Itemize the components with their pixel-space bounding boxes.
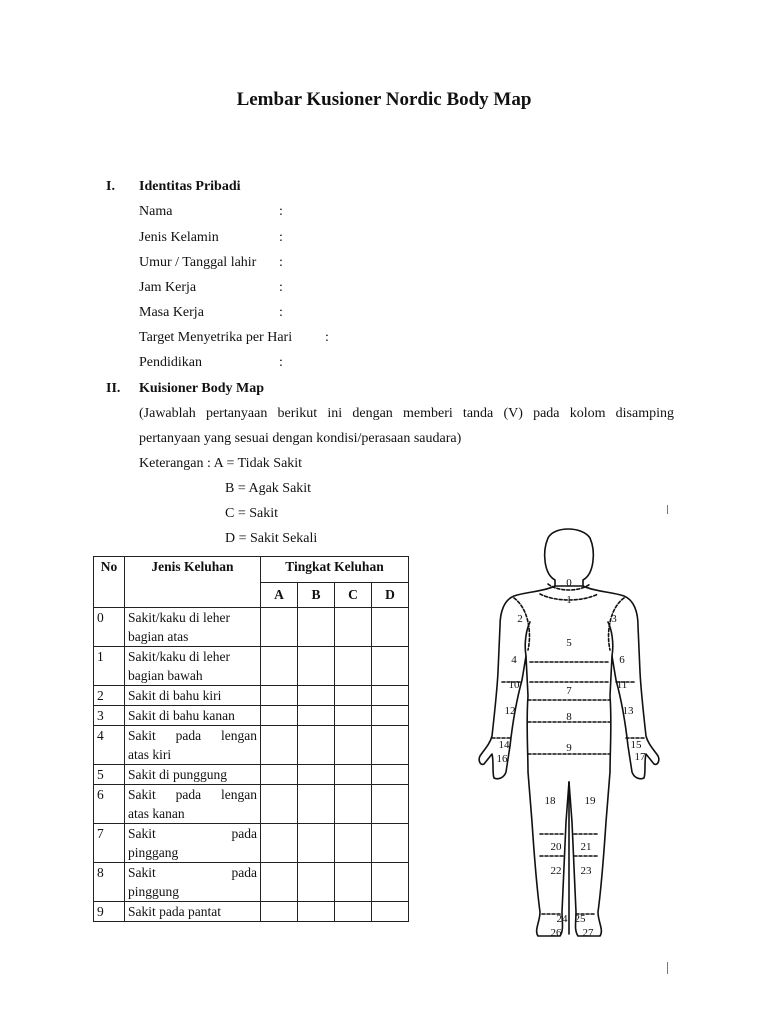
cell-d[interactable] (372, 726, 409, 765)
row-jenis-line2: pinggang (128, 845, 179, 860)
cell-d[interactable] (372, 824, 409, 863)
crop-mark-top (667, 505, 668, 514)
row-jenis-line1: Sakit pada lengan (128, 787, 257, 802)
row-jenis-line1: Sakit pada pantat (128, 904, 221, 919)
region-23: 23 (580, 865, 592, 877)
table-row (94, 902, 409, 922)
instruction-line-2: pertanyaan yang sesuai dengan kondisi/perasaan saudara) (139, 431, 462, 446)
row-jenis (125, 647, 261, 686)
cell-d[interactable] (372, 902, 409, 922)
row-jenis (125, 765, 261, 785)
cell-a[interactable] (261, 785, 298, 824)
field-pendidikan-colon: : (279, 355, 283, 370)
region-20: 20 (550, 841, 562, 853)
region-11: 11 (616, 679, 628, 691)
cell-b[interactable] (298, 726, 335, 765)
body-map-figure (470, 522, 670, 947)
region-4: 4 (511, 654, 517, 666)
legend-a: A = Tidak Sakit (213, 456, 303, 471)
field-jam-kerja-label: Jam Kerja (139, 280, 197, 295)
region-6: 6 (619, 654, 625, 666)
cell-a[interactable] (261, 726, 298, 765)
level-c-header: C (335, 582, 372, 608)
legend-d: D = Sakit Sekali (225, 531, 318, 546)
region-numbers (497, 577, 647, 939)
cell-b[interactable] (298, 706, 335, 726)
cell-c[interactable] (335, 647, 372, 686)
cell-c[interactable] (335, 706, 372, 726)
cell-d[interactable] (372, 608, 409, 647)
row-jenis-line1: Sakit/kaku di leher (128, 649, 230, 664)
field-umur-label: Umur / Tanggal lahir (139, 255, 257, 270)
row-no: 0 (94, 608, 125, 647)
region-26: 26 (550, 927, 562, 939)
row-jenis (125, 902, 261, 922)
row-no: 9 (94, 902, 125, 922)
cell-b[interactable] (298, 902, 335, 922)
cell-b[interactable] (298, 647, 335, 686)
table-row (94, 726, 409, 765)
col-no-header: No (94, 557, 125, 608)
region-5: 5 (566, 637, 572, 649)
cell-d[interactable] (372, 706, 409, 726)
instruction-line-1: (Jawablah pertanyaan berikut ini dengan memberi tanda (V) pada kolom disamping (139, 406, 674, 421)
document-title: Lembar Kusioner Nordic Body Map (236, 89, 532, 110)
region-24: 24 (556, 913, 568, 925)
field-jenis-kelamin-colon: : (279, 230, 283, 245)
table-row (94, 785, 409, 824)
region-7: 7 (566, 685, 572, 697)
table-row (94, 647, 409, 686)
cell-a[interactable] (261, 608, 298, 647)
cell-c[interactable] (335, 902, 372, 922)
section2-heading: Kuisioner Body Map (139, 381, 264, 396)
region-14: 14 (498, 739, 510, 751)
field-nama-colon: : (279, 204, 283, 219)
cell-c[interactable] (335, 863, 372, 902)
cell-d[interactable] (372, 863, 409, 902)
cell-c[interactable] (335, 726, 372, 765)
cell-a[interactable] (261, 647, 298, 686)
row-jenis (125, 726, 261, 765)
row-jenis (125, 608, 261, 647)
row-jenis-line2: bagian atas (128, 629, 189, 644)
row-no: 5 (94, 765, 125, 785)
cell-d[interactable] (372, 647, 409, 686)
body-outline (479, 529, 659, 936)
cell-a[interactable] (261, 863, 298, 902)
nordic-body-map-table (93, 556, 409, 922)
table-row (94, 608, 409, 647)
row-jenis-line2: bagian bawah (128, 668, 203, 683)
row-jenis-line2: atas kanan (128, 806, 185, 821)
cell-c[interactable] (335, 608, 372, 647)
cell-d[interactable] (372, 785, 409, 824)
cell-a[interactable] (261, 902, 298, 922)
region-15: 15 (630, 739, 642, 751)
cell-c[interactable] (335, 686, 372, 706)
row-jenis (125, 686, 261, 706)
legend-prefix: Keterangan : (139, 456, 214, 471)
row-jenis-line2: pinggung (128, 884, 180, 899)
row-jenis-line1: Sakit di bahu kanan (128, 708, 235, 723)
region-17: 17 (634, 751, 646, 763)
table-row (94, 765, 409, 785)
row-jenis (125, 824, 261, 863)
region-16: 16 (496, 753, 508, 765)
row-jenis (125, 785, 261, 824)
region-3: 3 (611, 613, 617, 625)
legend-c: C = Sakit (225, 506, 279, 521)
cell-d[interactable] (372, 686, 409, 706)
field-target-colon: : (325, 330, 329, 345)
row-no: 1 (94, 647, 125, 686)
level-d-header: D (372, 582, 409, 608)
table-row (94, 863, 409, 902)
section1-numeral: I. (106, 179, 115, 194)
region-19: 19 (584, 795, 596, 807)
crop-mark-bottom (667, 962, 668, 974)
row-jenis-line1: Sakit/kaku di leher (128, 610, 230, 625)
cell-c[interactable] (335, 824, 372, 863)
region-27: 27 (582, 927, 594, 939)
field-masa-kerja-label: Masa Kerja (139, 305, 204, 320)
field-nama-label: Nama (139, 204, 173, 219)
cell-b[interactable] (298, 824, 335, 863)
row-no: 3 (94, 706, 125, 726)
row-no: 2 (94, 686, 125, 706)
table-header-row (94, 557, 409, 583)
cell-b[interactable] (298, 863, 335, 902)
region-10: 10 (508, 679, 520, 691)
cell-d[interactable] (372, 765, 409, 785)
legend-b: B = Agak Sakit (225, 481, 312, 496)
cell-b[interactable] (298, 785, 335, 824)
cell-b[interactable] (298, 765, 335, 785)
row-no: 6 (94, 785, 125, 824)
row-no: 4 (94, 726, 125, 765)
region-21: 21 (580, 841, 592, 853)
row-jenis-line1: Sakit pada lengan (128, 728, 257, 743)
col-jenis-header: Jenis Keluhan (125, 557, 261, 608)
level-a-header: A (261, 582, 298, 608)
cell-c[interactable] (335, 765, 372, 785)
row-jenis-line1: Sakit pada (128, 826, 257, 841)
cell-a[interactable] (261, 686, 298, 706)
cell-b[interactable] (298, 686, 335, 706)
cell-b[interactable] (298, 608, 335, 647)
row-jenis-line2: atas kiri (128, 747, 172, 762)
region-0: 0 (566, 577, 572, 589)
row-jenis-line1: Sakit di punggung (128, 767, 228, 782)
region-12: 12 (504, 705, 516, 717)
legend-line-a (139, 456, 302, 472)
region-9: 9 (566, 742, 572, 754)
region-13: 13 (622, 705, 634, 717)
row-jenis (125, 863, 261, 902)
region-18: 18 (544, 795, 556, 807)
cell-a[interactable] (261, 706, 298, 726)
row-jenis (125, 706, 261, 726)
table-row (94, 824, 409, 863)
row-no: 7 (94, 824, 125, 863)
cell-a[interactable] (261, 765, 298, 785)
field-masa-kerja-colon: : (279, 305, 283, 320)
field-jenis-kelamin-label: Jenis Kelamin (139, 230, 219, 245)
section1-heading: Identitas Pribadi (139, 179, 241, 194)
region-2: 2 (517, 613, 523, 625)
cell-c[interactable] (335, 785, 372, 824)
field-umur-colon: : (279, 255, 283, 270)
field-target-label: Target Menyetrika per Hari (139, 330, 293, 345)
row-jenis-line1: Sakit pada (128, 865, 257, 880)
region-8: 8 (566, 711, 572, 723)
region-22: 22 (550, 865, 562, 877)
table-row (94, 706, 409, 726)
field-pendidikan-label: Pendidikan (139, 355, 202, 370)
col-tingkat-header: Tingkat Keluhan (261, 557, 409, 583)
row-no: 8 (94, 863, 125, 902)
region-25: 25 (574, 913, 586, 925)
level-b-header: B (298, 582, 335, 608)
section2-numeral: II. (106, 381, 121, 396)
table-row (94, 686, 409, 706)
region-1: 1 (566, 594, 572, 606)
row-jenis-line1: Sakit di bahu kiri (128, 688, 222, 703)
field-jam-kerja-colon: : (279, 280, 283, 295)
cell-a[interactable] (261, 824, 298, 863)
